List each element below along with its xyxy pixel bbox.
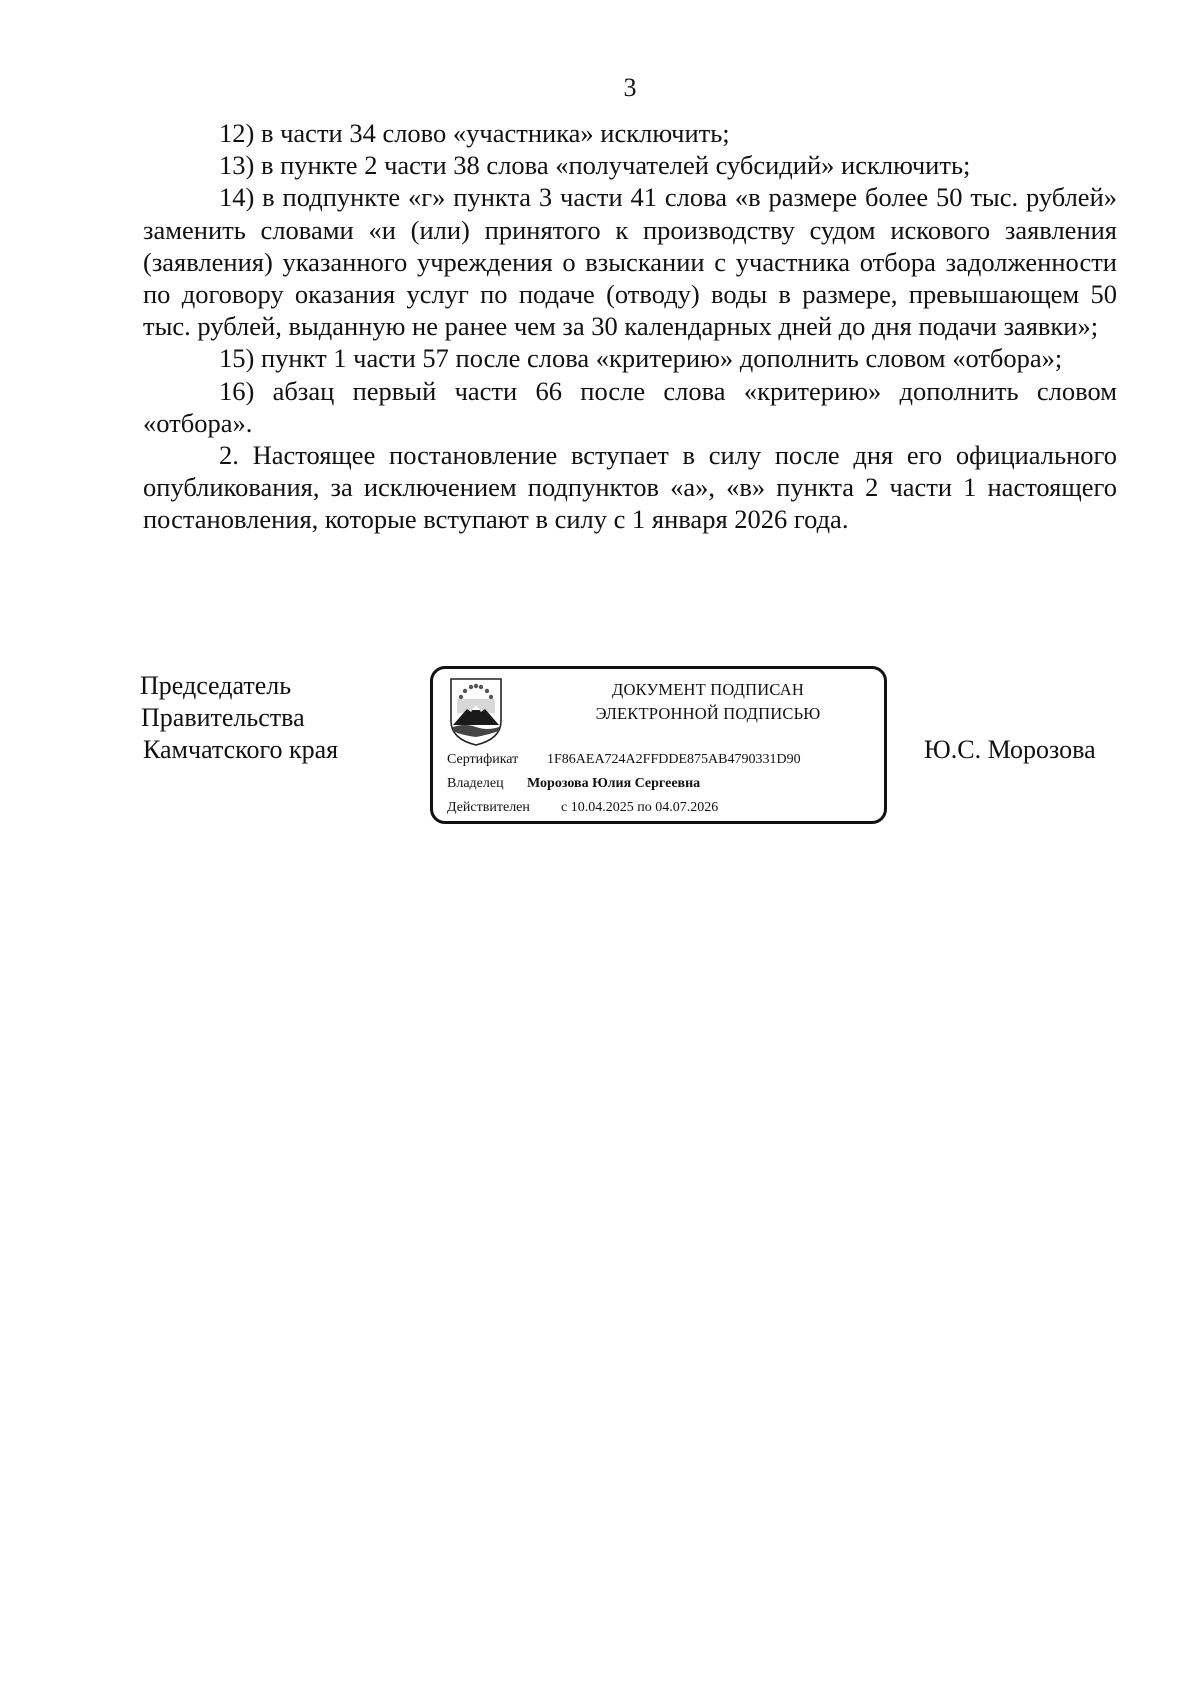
owner-label: Владелец bbox=[447, 776, 504, 791]
signer-name: Ю.С. Морозова bbox=[924, 735, 1096, 764]
stamp-title-line: ДОКУМЕНТ ПОДПИСАН bbox=[612, 680, 804, 699]
paragraph-item-12: 12) в части 34 слово «участника» исключить; bbox=[219, 118, 730, 148]
signatory-title-line: Председатель bbox=[140, 671, 292, 700]
stamp-validity-row bbox=[447, 799, 718, 817]
document-body bbox=[143, 117, 1117, 536]
stamp-owner-row bbox=[447, 775, 700, 793]
signatory-title bbox=[140, 670, 338, 766]
certificate-value: 1F86AEA724A2FFDDE875AB4790331D90 bbox=[547, 752, 801, 767]
owner-value: Морозова Юлия Сергеевна bbox=[527, 776, 701, 791]
validity-value: с 10.04.2025 по 04.07.2026 bbox=[561, 800, 719, 815]
kamchatka-coat-of-arms-icon bbox=[447, 675, 505, 747]
validity-label: Действителен bbox=[447, 800, 530, 815]
paragraph-effective-date: 2. Настоящее постановление вступает в силу после дня его официального опубликования, за исключением подпунктов «а», «в» пункта 2 части 1 настоящего постановления, которые вступают в силу с 1 января 2026 года. bbox=[143, 440, 1117, 535]
paragraph-item-15: 15) пункт 1 части 57 после слова «критерию» дополнить словом «отбора»; bbox=[219, 343, 1063, 374]
signatory-title-line: Правительства bbox=[141, 703, 305, 732]
signatory-title-line: Камчатского края bbox=[143, 735, 339, 764]
stamp-certificate-row bbox=[447, 751, 801, 769]
electronic-signature-stamp bbox=[430, 666, 887, 824]
paragraph-item-13: 13) в пункте 2 части 38 слова «получателей субсидий» исключить; bbox=[219, 150, 971, 181]
page-number: 3 bbox=[623, 73, 637, 102]
paragraph-item-14: 14) в подпункте «г» пункта 3 части 41 слова «в размере более 50 тыс. рублей» заменить словами «и (или) принятого к производству судом искового заявления (заявления) указанного учреждения о взыскании с участника отбора задолженности по договору оказания услуг по подаче (отводу) воды в размере, превышающем 50 тыс. рублей, выданную не ранее чем за 30 календарных дней до дня подачи заявки»; bbox=[143, 182, 1117, 342]
paragraph-item-16: 16) абзац первый части 66 после слова «критерию» дополнить словом «отбора». bbox=[143, 375, 1117, 438]
stamp-title-line: ЭЛЕКТРОННОЙ ПОДПИСЬЮ bbox=[595, 704, 821, 723]
stamp-title bbox=[543, 678, 873, 726]
certificate-label: Сертификат bbox=[447, 752, 519, 767]
